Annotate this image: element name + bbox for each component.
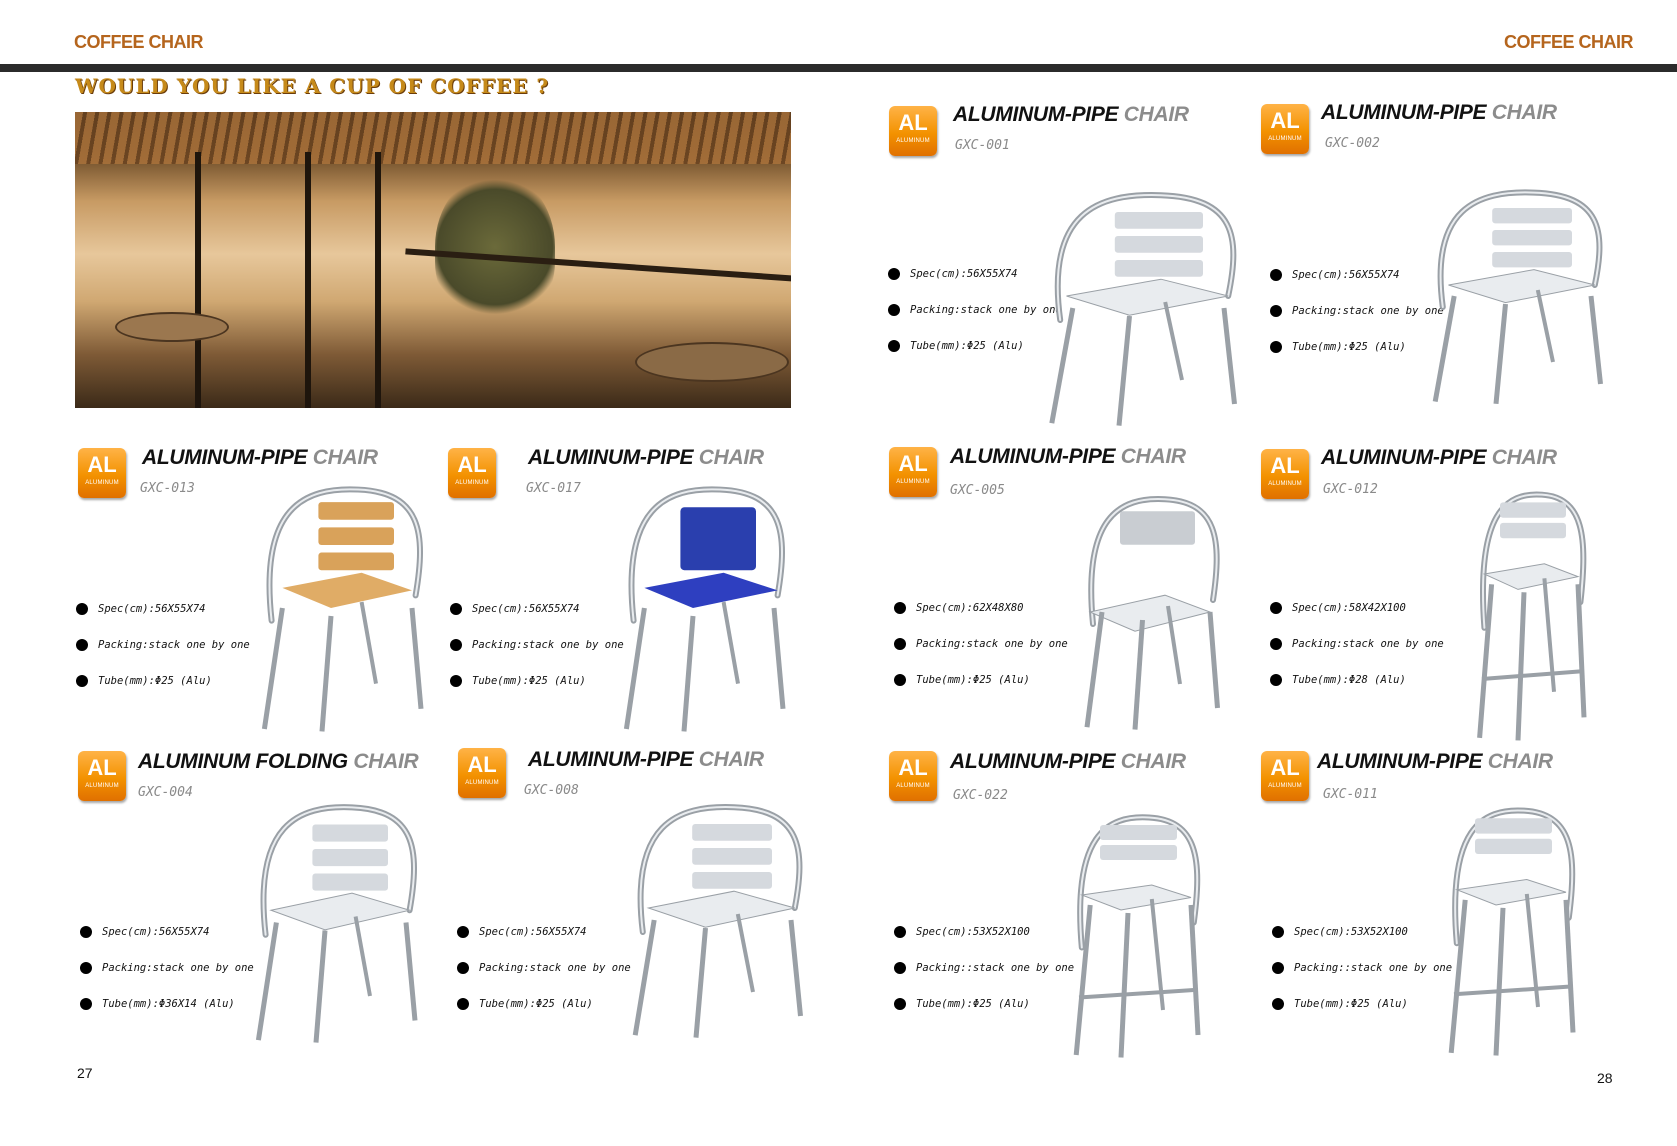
spec-text: Tube(mm):Φ25 (Alu) xyxy=(916,998,1030,1010)
bullet-icon xyxy=(894,674,906,686)
spec-text: Packing:stack one by one xyxy=(910,304,1062,316)
spec-text: Packing::stack one by one xyxy=(1294,962,1453,974)
bullet-icon xyxy=(888,268,900,280)
product-title xyxy=(953,103,1189,127)
product-title-suffix: CHAIR xyxy=(1482,750,1553,773)
aluminum-badge-icon xyxy=(889,751,937,801)
badge-label: AL xyxy=(467,752,497,777)
badge-sub: ALUMINUM xyxy=(896,479,930,485)
bullet-icon xyxy=(1272,926,1284,938)
spec-text: Packing:stack one by one xyxy=(1292,638,1444,650)
spec-line-spec xyxy=(1270,269,1399,281)
aluminum-badge-icon xyxy=(78,448,126,498)
bullet-icon xyxy=(457,926,469,938)
spec-line-tube xyxy=(80,998,235,1010)
bullet-icon xyxy=(450,639,462,651)
product-title-suffix: CHAIR xyxy=(1115,750,1186,773)
spec-text: Packing:stack one by one xyxy=(98,639,250,651)
product-title xyxy=(138,750,418,774)
spec-text: Tube(mm):Φ25 (Alu) xyxy=(916,674,1030,686)
product-title-main: ALUMINUM FOLDING xyxy=(138,750,348,773)
bullet-icon xyxy=(80,998,92,1010)
bullet-icon xyxy=(888,304,900,316)
bullet-icon xyxy=(1270,305,1282,317)
badge-sub: ALUMINUM xyxy=(85,783,119,789)
chair-product-image xyxy=(244,800,424,1050)
bullet-icon xyxy=(894,926,906,938)
product-code: GXC-013 xyxy=(140,481,195,496)
bullet-icon xyxy=(894,998,906,1010)
badge-label: AL xyxy=(898,110,928,135)
product-code: GXC-012 xyxy=(1323,482,1378,497)
bullet-icon xyxy=(888,340,900,352)
bullet-icon xyxy=(1272,998,1284,1010)
spec-line-spec xyxy=(457,926,586,938)
spec-text: Tube(mm):Φ25 (Alu) xyxy=(479,998,593,1010)
badge-label: AL xyxy=(1270,453,1300,478)
bullet-icon xyxy=(1272,962,1284,974)
product-code: GXC-002 xyxy=(1325,136,1380,151)
spec-text: Tube(mm):Φ25 (Alu) xyxy=(910,340,1024,352)
product-title-main: ALUMINUM-PIPE xyxy=(1321,446,1487,469)
right-page-header-title: COFFEE CHAIR xyxy=(1504,32,1633,52)
bullet-icon xyxy=(457,998,469,1010)
spec-text: Packing:stack one by one xyxy=(916,638,1068,650)
product-title xyxy=(1321,101,1557,125)
spec-line-spec xyxy=(450,603,579,615)
product-title-main: ALUMINUM-PIPE xyxy=(1321,101,1487,124)
spec-text: Spec(cm):56X55X74 xyxy=(98,603,206,615)
product-title xyxy=(528,748,764,772)
spec-line-spec xyxy=(1272,926,1408,938)
spec-line-tube xyxy=(1272,998,1408,1010)
product-title-main: ALUMINUM-PIPE xyxy=(950,750,1116,773)
spec-line-packing xyxy=(1270,638,1444,650)
cafe-terrace-photo xyxy=(75,112,791,408)
aluminum-badge-icon xyxy=(458,748,506,798)
spec-line-tube xyxy=(1270,341,1406,353)
spec-text: Packing:stack one by one xyxy=(1292,305,1444,317)
spec-line-tube xyxy=(1270,674,1406,686)
chair-product-image xyxy=(1470,487,1590,748)
spec-line-tube xyxy=(450,675,586,687)
product-code: GXC-001 xyxy=(955,138,1010,153)
bullet-icon xyxy=(1270,638,1282,650)
badge-sub: ALUMINUM xyxy=(896,138,930,144)
aluminum-badge-icon xyxy=(78,751,126,801)
product-code: GXC-011 xyxy=(1323,787,1378,802)
spec-line-spec xyxy=(888,268,1017,280)
spec-line-packing xyxy=(450,639,624,651)
badge-sub: ALUMINUM xyxy=(85,480,119,486)
spec-line-tube xyxy=(457,998,593,1010)
bullet-icon xyxy=(1270,674,1282,686)
bullet-icon xyxy=(1270,269,1282,281)
spec-line-spec xyxy=(894,926,1030,938)
badge-label: AL xyxy=(87,452,117,477)
badge-label: AL xyxy=(1270,755,1300,780)
bullet-icon xyxy=(450,675,462,687)
spec-line-tube xyxy=(76,675,212,687)
product-title xyxy=(950,445,1186,469)
badge-label: AL xyxy=(87,755,117,780)
badge-label: AL xyxy=(1270,108,1300,133)
bullet-icon xyxy=(76,603,88,615)
bullet-icon xyxy=(1270,341,1282,353)
product-title xyxy=(1317,750,1553,774)
badge-sub: ALUMINUM xyxy=(1268,136,1302,142)
spec-line-packing xyxy=(80,962,254,974)
aluminum-badge-icon xyxy=(889,447,937,497)
chair-product-image xyxy=(1075,492,1225,737)
spec-text: Spec(cm):53X52X100 xyxy=(916,926,1030,938)
badge-sub: ALUMINUM xyxy=(1268,783,1302,789)
spec-line-packing xyxy=(76,639,250,651)
spec-line-tube xyxy=(888,340,1024,352)
spec-line-packing xyxy=(1270,305,1444,317)
spec-text: Tube(mm):Φ25 (Alu) xyxy=(1292,341,1406,353)
badge-label: AL xyxy=(457,452,487,477)
spec-text: Tube(mm):Φ36X14 (Alu) xyxy=(102,998,235,1010)
badge-label: AL xyxy=(898,755,928,780)
product-title-suffix: CHAIR xyxy=(1115,445,1186,468)
product-title-main: ALUMINUM-PIPE xyxy=(142,446,308,469)
bullet-icon xyxy=(76,675,88,687)
bullet-icon xyxy=(1270,602,1282,614)
spec-text: Packing:stack one by one xyxy=(479,962,631,974)
product-title-suffix: CHAIR xyxy=(307,446,378,469)
product-code: GXC-008 xyxy=(524,783,579,798)
spec-line-packing xyxy=(894,962,1074,974)
bullet-icon xyxy=(76,639,88,651)
spec-text: Spec(cm):53X52X100 xyxy=(1294,926,1408,938)
spec-text: Spec(cm):62X48X80 xyxy=(916,602,1024,614)
product-title-main: ALUMINUM-PIPE xyxy=(953,103,1119,126)
bullet-icon xyxy=(450,603,462,615)
tagline: WOULD YOU LIKE A CUP OF COFFEE ? xyxy=(75,74,550,98)
chair-product-image xyxy=(620,800,810,1045)
product-title-suffix: CHAIR xyxy=(1486,446,1557,469)
product-title-main: ALUMINUM-PIPE xyxy=(950,445,1116,468)
spec-line-spec xyxy=(1270,602,1406,614)
product-title xyxy=(950,750,1186,774)
spec-text: Spec(cm):56X55X74 xyxy=(479,926,587,938)
header-divider xyxy=(0,64,1677,72)
product-title xyxy=(142,446,378,470)
spec-text: Spec(cm):56X55X74 xyxy=(910,268,1018,280)
aluminum-badge-icon xyxy=(889,106,937,156)
product-title-main: ALUMINUM-PIPE xyxy=(528,748,694,771)
badge-label: AL xyxy=(898,451,928,476)
spec-text: Packing:stack one by one xyxy=(472,639,624,651)
bullet-icon xyxy=(457,962,469,974)
spec-text: Packing::stack one by one xyxy=(916,962,1075,974)
spec-line-packing xyxy=(1272,962,1452,974)
product-title-suffix: CHAIR xyxy=(1118,103,1189,126)
spec-text: Tube(mm):Φ25 (Alu) xyxy=(1294,998,1408,1010)
spec-line-spec xyxy=(894,602,1023,614)
spec-line-tube xyxy=(894,998,1030,1010)
aluminum-badge-icon xyxy=(448,448,496,498)
chair-product-image xyxy=(1420,186,1610,411)
chair-product-image xyxy=(250,482,430,739)
aluminum-badge-icon xyxy=(1261,751,1309,801)
spec-line-spec xyxy=(76,603,205,615)
chair-product-image xyxy=(612,482,792,739)
product-code: GXC-004 xyxy=(138,785,193,800)
page-number-right: 28 xyxy=(1597,1070,1613,1086)
aluminum-badge-icon xyxy=(1261,104,1309,154)
spec-line-packing xyxy=(894,638,1068,650)
bullet-icon xyxy=(894,962,906,974)
spec-line-spec xyxy=(80,926,209,938)
product-title-main: ALUMINUM-PIPE xyxy=(1317,750,1483,773)
aluminum-badge-icon xyxy=(1261,449,1309,499)
spec-text: Tube(mm):Φ25 (Alu) xyxy=(98,675,212,687)
spec-line-tube xyxy=(894,674,1030,686)
product-code: GXC-017 xyxy=(526,481,581,496)
product-code: GXC-005 xyxy=(950,483,1005,498)
product-title-suffix: CHAIR xyxy=(347,750,419,773)
badge-sub: ALUMINUM xyxy=(465,780,499,786)
left-page-header-title: COFFEE CHAIR xyxy=(74,32,203,52)
spec-text: Tube(mm):Φ28 (Alu) xyxy=(1292,674,1406,686)
bullet-icon xyxy=(894,602,906,614)
spec-line-packing xyxy=(457,962,631,974)
product-title-suffix: CHAIR xyxy=(693,446,764,469)
product-code: GXC-022 xyxy=(953,788,1008,803)
badge-sub: ALUMINUM xyxy=(1268,481,1302,487)
chair-product-image xyxy=(1035,188,1245,433)
badge-sub: ALUMINUM xyxy=(896,783,930,789)
spec-text: Spec(cm):56X55X74 xyxy=(1292,269,1400,281)
product-title-suffix: CHAIR xyxy=(1486,101,1557,124)
chair-product-image xyxy=(1065,810,1205,1065)
badge-sub: ALUMINUM xyxy=(455,480,489,486)
product-title-main: ALUMINUM-PIPE xyxy=(528,446,694,469)
spec-text: Packing:stack one by one xyxy=(102,962,254,974)
bullet-icon xyxy=(894,638,906,650)
spec-text: Spec(cm):58X42X100 xyxy=(1292,602,1406,614)
product-title xyxy=(1321,446,1557,470)
spec-text: Spec(cm):56X55X74 xyxy=(102,926,210,938)
spec-text: Spec(cm):56X55X74 xyxy=(472,603,580,615)
bullet-icon xyxy=(80,962,92,974)
bullet-icon xyxy=(80,926,92,938)
spec-text: Tube(mm):Φ25 (Alu) xyxy=(472,675,586,687)
product-title xyxy=(528,446,764,470)
page-number-left: 27 xyxy=(77,1065,93,1081)
chair-product-image xyxy=(1440,803,1580,1063)
product-title-suffix: CHAIR xyxy=(693,748,764,771)
